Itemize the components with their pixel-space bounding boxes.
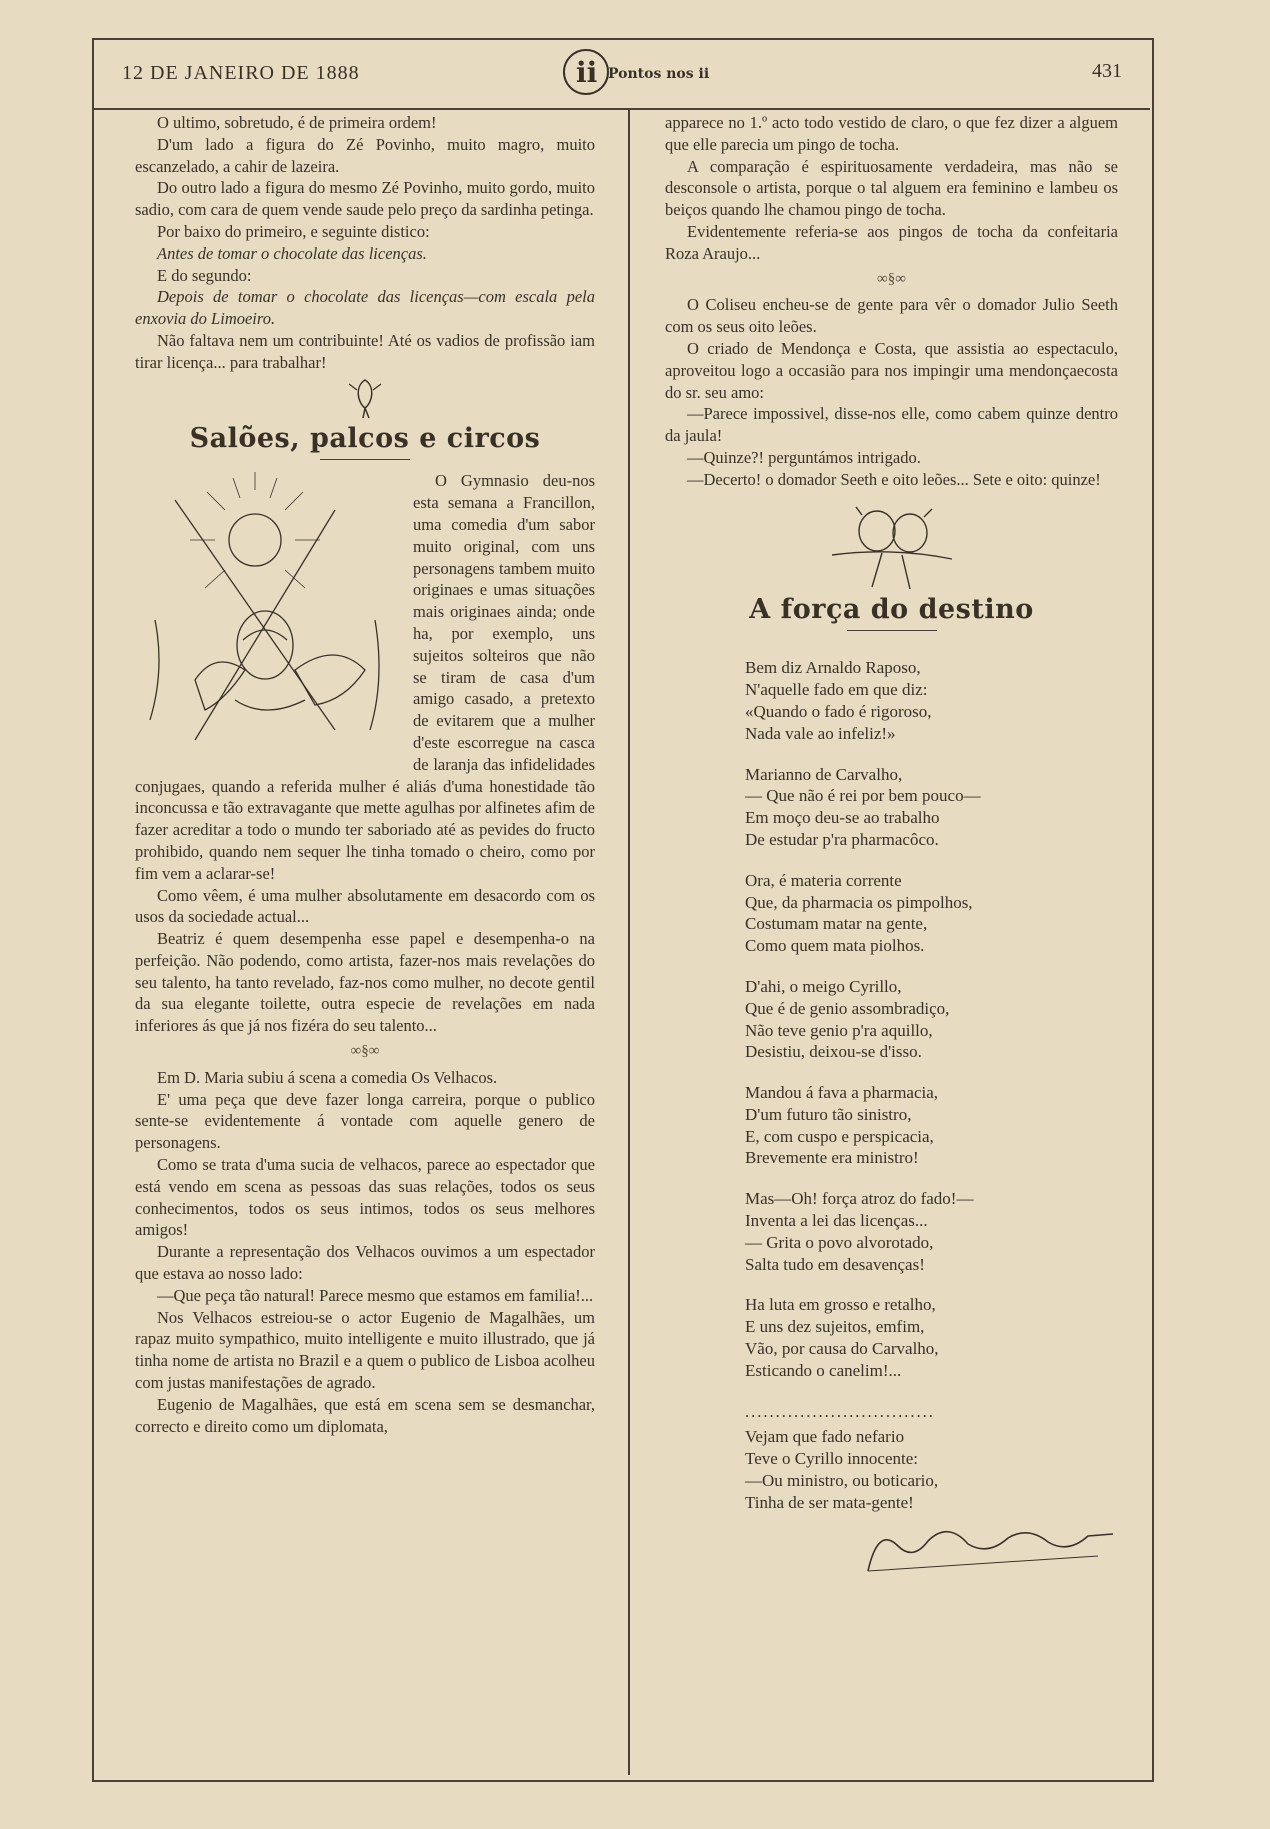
paragraph: Em D. Maria subiu á scena a comedia Os Velhacos.	[157, 1067, 498, 1087]
signature-icon	[858, 1516, 1118, 1576]
theatre-mask-icon	[135, 470, 405, 760]
paragraph: A comparação é espirituosamente verdadeira, mas não se desconsole o artista, porque o tal alguem era feminino e lambeu os beiços quando lhe chamou pingo de tocha.	[665, 156, 1118, 220]
paragraph: Beatriz é quem desempenha esse papel e desempenha-o na perfeição. Não podendo, como artista, fazer-nos mais revelações do seu talento, ha tanto revelado, faz-nos como mulher, no decote gentil da sua elegante toilette, outra especie de revelações em nada inferiores ás que já nos fizéra do seu talento...	[135, 929, 595, 1036]
poem-line: Marianno de Carvalho,	[745, 764, 903, 784]
poem-title: A força do destino	[749, 593, 1034, 625]
poem-line: Que é de genio assombradiço,	[745, 998, 950, 1018]
bird-illustration	[135, 376, 595, 420]
poem-stanza	[745, 764, 1118, 851]
section-title: Salões, palcos e circos	[189, 422, 541, 454]
poem-line: Ha luta em grosso e retalho,	[745, 1295, 936, 1315]
poem-line: Salta tudo em desavenças!	[745, 1254, 925, 1274]
paragraph: —Que peça tão natural! Parece mesmo que estamos em familia!...	[157, 1285, 594, 1305]
paragraph: —Decerto! o domador Seeth e oito leões... Sete e oito: quinze!	[687, 469, 1101, 489]
ornament: ∞§∞	[350, 1043, 380, 1060]
poem-line: «Quando o fado é rigoroso,	[745, 701, 932, 721]
page-header	[92, 38, 1150, 110]
poem-line: Teve o Cyrillo innocente:	[745, 1449, 919, 1469]
poem-line: Em moço deu-se ao trabalho	[745, 808, 940, 828]
poem-stanza	[745, 657, 1118, 744]
poem-line: —Ou ministro, ou boticario,	[745, 1471, 939, 1491]
masthead-text: Pontos nos ii	[608, 66, 710, 82]
divider	[320, 459, 410, 460]
paragraph: Como vêem, é uma mulher absolutamente em desacordo com os usos da sociedade actual...	[135, 885, 595, 927]
paragraph: O Gymnasio deu-nos esta semana a Francillon, uma comedia d'um sabor muito original, com uns personagens tambem muito originaes e umas situações mais originaes ainda; onde ha, por exemplo, uns sujeitos solteiros que não se tiram de casa d'um amigo casado, a pretexto de evitarem que a mulher d'este escorregue na casca de laranja das infidelidades conjugaes, quando a referida mulher é aliás d'uma honestidade tão inconcussa e tão extravagante que mette agulhas por alfinetes afim de fazer acreditar a todo o mundo ter saboriado até as pevides do fructo prohibido, quando nem sequer lhe tinha tomado o cheiro, como por fim vem a aclarar-se!	[135, 471, 595, 883]
paragraph: D'um lado a figura do Zé Povinho, muito magro, muito escanzelado, a cahir de lazeira.	[135, 134, 595, 176]
birds-illustration	[665, 495, 1118, 593]
paragraph: E do segundo:	[157, 265, 252, 285]
poem-stanza	[745, 1294, 1118, 1381]
poem-line: Como quem mata piolhos.	[745, 936, 925, 956]
poem-stanza	[745, 1188, 1118, 1275]
page-number: 431	[1092, 60, 1122, 82]
poem-line: Tinha de ser mata-gente!	[745, 1492, 914, 1512]
poem-line: Esticando o canelim!...	[745, 1360, 902, 1380]
poem-stanza	[745, 1082, 1118, 1169]
paragraph: O ultimo, sobretudo, é de primeira ordem!	[157, 113, 437, 132]
paragraph: —Quinze?! perguntámos intrigado.	[687, 447, 921, 467]
poem-line: — Que não é rei por bem pouco—	[745, 786, 981, 806]
poem-stanza	[745, 976, 1118, 1063]
paragraph: —Parece impossivel, disse-nos elle, como cabem quinze dentro da jaula!	[665, 404, 1118, 446]
caption-italic: Antes de tomar o chocolate das licenças.	[157, 243, 427, 263]
poem-stanza	[745, 870, 1118, 957]
poem-line: E uns dez sujeitos, emfim,	[745, 1317, 925, 1337]
poem-line: D'ahi, o meigo Cyrillo,	[745, 976, 902, 996]
paragraph: apparece no 1.º acto todo vestido de claro, o que fez dizer a alguem que elle parecia um pingo de tocha.	[665, 113, 1118, 154]
poem-line: De estudar p'ra pharmacôco.	[745, 829, 939, 849]
birds-on-branch-icon	[822, 495, 962, 593]
poem-line: Não teve genio p'ra aquillo,	[745, 1020, 933, 1040]
caption-italic: Depois de tomar o chocolate das licenças—com escala pela enxovia do Limoeiro.	[135, 287, 595, 329]
poem-line: Brevemente era ministro!	[745, 1148, 919, 1168]
poem-line: Vão, por causa do Carvalho,	[745, 1339, 939, 1359]
paragraph: Nos Velhacos estreiou-se o actor Eugenio de Magalhães, um rapaz muito sympathico, muito intelligente e muito illustrado, que já tinha nome de artista no Brazil e a quem o publico de Lisboa acolheu com justas manifestações de agrado.	[135, 1307, 595, 1393]
paragraph: Durante a representação dos Velhacos ouvimos a um espectador que estava ao nosso lado:	[135, 1242, 595, 1284]
svg-text:ii: ii	[576, 56, 598, 89]
poem-line: E, com cuspo e perspicacia,	[745, 1126, 934, 1146]
bird-icon	[335, 376, 395, 420]
paragraph: Evidentemente referia-se aos pingos de tocha da confeitaria Roza Araujo...	[665, 221, 1118, 263]
paragraph: Não faltava nem um contribuinte! Até os vadios de profissão iam tirar licença... para trabalhar!	[135, 330, 595, 372]
paragraph: O Coliseu encheu-se de gente para vêr o domador Julio Seeth com os seus oito leões.	[665, 295, 1118, 337]
poem-line: Bem diz Arnaldo Raposo,	[745, 658, 921, 678]
signature	[665, 1516, 1118, 1576]
theatre-illustration	[135, 470, 405, 760]
paragraph: E' uma peça que deve fazer longa carreira, porque o publico sente-se evidentemente á vontade com aquelle genero de personagens.	[135, 1089, 595, 1153]
poem-line: Que, da pharmacia os pimpolhos,	[745, 892, 973, 912]
dotted-separator: ...............................	[745, 1401, 935, 1421]
poem-line: — Grita o povo alvorotado,	[745, 1232, 934, 1252]
poem-line: Costumam matar na gente,	[745, 914, 928, 934]
divider	[847, 630, 937, 631]
poem-line: Mas—Oh! força atroz do fado!—	[745, 1189, 974, 1209]
left-column	[135, 112, 595, 1437]
paragraph: Eugenio de Magalhães, que está em scena sem se desmanchar, correcto e direito como um diplomata,	[135, 1394, 595, 1436]
right-column	[665, 112, 1118, 1576]
final-stanza	[665, 1426, 1118, 1513]
paragraph: Por baixo do primeiro, e seguinte distico:	[157, 221, 430, 241]
poem-line: D'um futuro tão sinistro,	[745, 1104, 912, 1124]
ornament: ∞§∞	[877, 270, 906, 287]
paragraph: O criado de Mendonça e Costa, que assistia ao espectaculo, aproveitou logo a occasião para nos impingir uma mendonçaecosta do sr. seu amo:	[665, 338, 1118, 402]
masthead-logo-icon	[562, 42, 710, 100]
poem-line: Nada vale ao infeliz!»	[745, 723, 896, 743]
poem-line: Mandou á fava a pharmacia,	[745, 1083, 939, 1103]
paragraph: Como se trata d'uma sucia de velhacos, parece ao espectador que está vendo em scena as pessoas das suas relações, todos os seus conhecimentos, todos os seus intimos, todos os seus melhores amigos!	[135, 1155, 595, 1240]
paragraph: Do outro lado a figura do mesmo Zé Povinho, muito gordo, muito sadio, com cara de quem vende saude pelo preço da sardinha petinga.	[135, 178, 595, 220]
poem-line: N'aquelle fado em que diz:	[745, 680, 928, 700]
poem	[665, 657, 1118, 1381]
poem-line: Desistiu, deixou-se d'isso.	[745, 1042, 922, 1062]
poem-line: Inventa a lei das licenças...	[745, 1211, 928, 1231]
poem-line: Vejam que fado nefario	[745, 1427, 905, 1447]
poem-line: Ora, é materia corrente	[745, 870, 902, 890]
masthead-logo	[562, 42, 710, 100]
issue-date: 12 DE JANEIRO DE 1888	[122, 62, 360, 84]
